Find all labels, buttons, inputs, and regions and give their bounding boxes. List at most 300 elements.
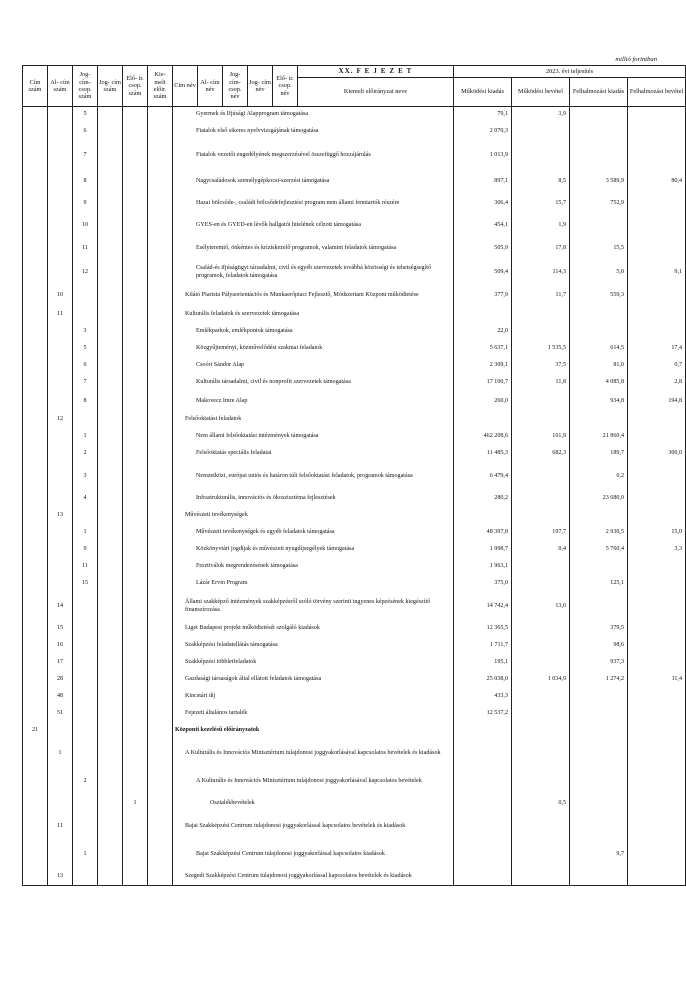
row-code-c0	[23, 796, 48, 813]
row-name: Hazai bölcsőde-, családi bölcsődefejlesztési program nem állami fenntartók részére	[173, 193, 454, 215]
row-value-fk	[570, 124, 628, 141]
row-code-c2: 9	[73, 542, 98, 559]
row-code-c4	[123, 141, 148, 171]
col-mukodesi-bevetel: Működési bevétel	[512, 78, 570, 107]
row-code-c5	[148, 215, 173, 237]
row-value-mk: 79,1	[454, 107, 512, 124]
row-code-c2	[73, 706, 98, 723]
row-code-c2: 12	[73, 261, 98, 285]
row-name: Központi kezelésű előirányzatok	[173, 723, 454, 740]
row-code-c3	[98, 261, 123, 285]
row-code-c4	[123, 768, 148, 796]
row-code-c2: 11	[73, 237, 98, 261]
row-code-c3	[98, 341, 123, 358]
row-code-c0	[23, 171, 48, 193]
row-code-c5	[148, 706, 173, 723]
row-value-mb	[512, 412, 570, 429]
row-value-fb	[628, 593, 686, 621]
row-code-c4	[123, 237, 148, 261]
row-value-mk: 11 485,3	[454, 446, 512, 463]
row-code-c0	[23, 429, 48, 446]
row-code-c1: 1	[48, 740, 73, 768]
row-code-c1	[48, 542, 73, 559]
row-code-c0	[23, 392, 48, 412]
row-code-c5	[148, 869, 173, 886]
row-code-c0	[23, 638, 48, 655]
row-code-c4	[123, 706, 148, 723]
row-value-mb	[512, 638, 570, 655]
row-code-c2	[73, 689, 98, 706]
row-code-c2	[73, 508, 98, 525]
row-code-c5	[148, 621, 173, 638]
row-code-c4	[123, 463, 148, 491]
row-code-c3	[98, 412, 123, 429]
row-code-c3	[98, 638, 123, 655]
table-row	[23, 672, 686, 689]
row-code-c5	[148, 559, 173, 576]
row-value-fb	[628, 768, 686, 796]
row-code-c5	[148, 576, 173, 593]
row-value-fb: 11,4	[628, 672, 686, 689]
row-code-c3	[98, 285, 123, 307]
row-code-c0	[23, 672, 48, 689]
row-value-mb: 37,5	[512, 358, 570, 375]
row-code-c3	[98, 171, 123, 193]
table-row	[23, 193, 686, 215]
row-value-fk: 15,5	[570, 237, 628, 261]
row-code-c5	[148, 107, 173, 124]
row-value-fb	[628, 141, 686, 171]
row-value-mk: 5 637,1	[454, 341, 512, 358]
table-row	[23, 576, 686, 593]
row-code-c5	[148, 796, 173, 813]
row-value-mb	[512, 813, 570, 841]
row-code-c2: 1	[73, 429, 98, 446]
table-row	[23, 655, 686, 672]
row-name: Fiatalok vezetői engedélyének megszerzésével összefüggő hozzájárulás	[173, 141, 454, 171]
row-value-fb	[628, 324, 686, 341]
row-code-c4	[123, 307, 148, 324]
row-code-c4	[123, 655, 148, 672]
row-value-fk: 1 274,2	[570, 672, 628, 689]
row-code-c4	[123, 672, 148, 689]
row-value-fk: 5,0	[570, 261, 628, 285]
row-code-c2: 10	[73, 215, 98, 237]
row-value-mk: 1 998,7	[454, 542, 512, 559]
row-code-c3	[98, 324, 123, 341]
row-value-mk: 1 963,1	[454, 559, 512, 576]
row-value-mb	[512, 508, 570, 525]
row-value-mk: 509,4	[454, 261, 512, 285]
row-name: Szakképzési többletfeladatok	[173, 655, 454, 672]
table-row	[23, 841, 686, 869]
row-code-c4	[123, 124, 148, 141]
row-code-c0	[23, 285, 48, 307]
row-value-mk: 6 479,4	[454, 463, 512, 491]
row-value-fk	[570, 141, 628, 171]
row-code-c2	[73, 672, 98, 689]
row-code-c0	[23, 324, 48, 341]
row-code-c1	[48, 215, 73, 237]
row-code-c4	[123, 576, 148, 593]
row-value-mk: 2 309,1	[454, 358, 512, 375]
table-row	[23, 324, 686, 341]
row-code-c2	[73, 285, 98, 307]
row-code-c5	[148, 638, 173, 655]
row-code-c1	[48, 237, 73, 261]
table-row	[23, 463, 686, 491]
row-code-c1	[48, 841, 73, 869]
row-code-c4: 1	[123, 796, 148, 813]
row-code-c1	[48, 392, 73, 412]
row-code-c2	[73, 723, 98, 740]
row-code-c1	[48, 261, 73, 285]
row-code-c0	[23, 261, 48, 285]
row-code-c5	[148, 508, 173, 525]
row-value-fb	[628, 307, 686, 324]
row-value-fk: 98,6	[570, 638, 628, 655]
row-name: Felsőoktatási feladatok	[173, 412, 454, 429]
row-code-c3	[98, 723, 123, 740]
row-code-c1: 12	[48, 412, 73, 429]
row-code-c0: 21	[23, 723, 48, 740]
table-row	[23, 141, 686, 171]
row-value-fb: 9,1	[628, 261, 686, 285]
row-code-c0	[23, 621, 48, 638]
row-code-c1	[48, 723, 73, 740]
row-value-mk: 1 711,7	[454, 638, 512, 655]
row-code-c0	[23, 412, 48, 429]
row-value-fk	[570, 215, 628, 237]
row-code-c4	[123, 621, 148, 638]
row-code-c2	[73, 869, 98, 886]
row-value-mk: 22,0	[454, 324, 512, 341]
row-value-mk: 2 070,3	[454, 124, 512, 141]
row-code-c4	[123, 107, 148, 124]
row-code-c0	[23, 706, 48, 723]
row-code-c0	[23, 542, 48, 559]
row-code-c1	[48, 193, 73, 215]
row-value-mb: 1 535,5	[512, 341, 570, 358]
row-value-fk: 81,0	[570, 358, 628, 375]
col-jogcimcsop-szam: Jog- cím- csop. szám	[73, 66, 98, 107]
row-name: Infrastrukturális, innovációs és ökoszisztéma fejlesztések	[173, 491, 454, 508]
row-value-mk: 280,2	[454, 491, 512, 508]
row-code-c2: 2	[73, 768, 98, 796]
row-value-fb	[628, 491, 686, 508]
row-value-mk: 14 742,4	[454, 593, 512, 621]
row-code-c3	[98, 672, 123, 689]
row-code-c1	[48, 341, 73, 358]
row-code-c0	[23, 215, 48, 237]
row-code-c3	[98, 491, 123, 508]
row-code-c1: 15	[48, 621, 73, 638]
row-code-c3	[98, 813, 123, 841]
table-row	[23, 446, 686, 463]
row-code-c0	[23, 341, 48, 358]
table-row	[23, 215, 686, 237]
row-value-fk: 0,2	[570, 463, 628, 491]
row-code-c2: 5	[73, 341, 98, 358]
table-row	[23, 638, 686, 655]
row-value-fb	[628, 706, 686, 723]
row-code-c2: 5	[73, 107, 98, 124]
row-code-c5	[148, 841, 173, 869]
col-kiemelt-nev: Kiemelt előirányzat neve	[298, 78, 454, 107]
row-value-mb: 13,0	[512, 593, 570, 621]
row-code-c4	[123, 358, 148, 375]
col-cim-nev: Cím név	[173, 66, 198, 107]
row-name: Közgyűjteményi, közművelődési szakmai feladatok	[173, 341, 454, 358]
row-value-mk: 462 208,6	[454, 429, 512, 446]
row-name: A Kulturális és Innovációs Minisztérium tulajdonosi joggyakorlásával kapcsolatos bevételek és kiadások	[173, 740, 454, 768]
row-name: Fiatalok első sikeres nyelvvizsgájának támogatása	[173, 124, 454, 141]
row-value-fb	[628, 740, 686, 768]
row-value-mb: 197,7	[512, 525, 570, 542]
row-name: Kulturális feladatok és szervezetek támogatása	[173, 307, 454, 324]
row-code-c4	[123, 392, 148, 412]
row-code-c1: 16	[48, 638, 73, 655]
table-row	[23, 237, 686, 261]
row-code-c1: 51	[48, 706, 73, 723]
row-code-c0	[23, 813, 48, 841]
row-code-c5	[148, 429, 173, 446]
row-value-fb: 0,7	[628, 358, 686, 375]
row-code-c2: 3	[73, 463, 98, 491]
row-code-c1	[48, 107, 73, 124]
row-code-c2	[73, 740, 98, 768]
row-value-fb	[628, 412, 686, 429]
row-code-c2: 9	[73, 193, 98, 215]
row-value-mk	[454, 813, 512, 841]
col-kiemelt-eloir-szam: Kie- melt előir. szám	[148, 66, 173, 107]
row-value-fk: 189,7	[570, 446, 628, 463]
row-value-mb	[512, 491, 570, 508]
row-value-mb	[512, 621, 570, 638]
row-name: Művészeti tevékenységek	[173, 508, 454, 525]
row-value-mk: 260,0	[454, 392, 512, 412]
row-code-c4	[123, 375, 148, 392]
row-code-c4	[123, 841, 148, 869]
row-code-c3	[98, 576, 123, 593]
row-code-c4	[123, 593, 148, 621]
table-row	[23, 261, 686, 285]
row-code-c2: 1	[73, 525, 98, 542]
row-value-mb: 8,5	[512, 171, 570, 193]
row-code-c0	[23, 689, 48, 706]
row-value-mb	[512, 841, 570, 869]
table-row	[23, 796, 686, 813]
row-code-c5	[148, 813, 173, 841]
row-name: Szakképzési feladatellátás támogatása	[173, 638, 454, 655]
row-value-mb	[512, 689, 570, 706]
table-header	[23, 66, 686, 107]
table-row	[23, 689, 686, 706]
row-value-fb	[628, 285, 686, 307]
row-value-mk: 1 013,9	[454, 141, 512, 171]
row-value-mb: 11,8	[512, 375, 570, 392]
row-value-fb	[628, 796, 686, 813]
row-code-c2: 11	[73, 559, 98, 576]
row-code-c3	[98, 107, 123, 124]
row-value-mb: 3,9	[512, 107, 570, 124]
row-name: Felsőoktatás speciális feladatai	[173, 446, 454, 463]
row-value-mb	[512, 463, 570, 491]
row-value-fk	[570, 723, 628, 740]
row-name: Bajai Szakképzési Centrum tulajdonosi joggyakorlással kapcsolatos bevételek és kiadások	[173, 813, 454, 841]
col-eloir-csop-szam: Elő- ir. csop. szám	[123, 66, 148, 107]
row-code-c1: 48	[48, 689, 73, 706]
row-code-c5	[148, 655, 173, 672]
row-value-fk: 23 680,0	[570, 491, 628, 508]
row-code-c5	[148, 193, 173, 215]
table-row	[23, 593, 686, 621]
row-value-fb	[628, 621, 686, 638]
row-value-fk	[570, 324, 628, 341]
row-code-c1	[48, 576, 73, 593]
row-code-c5	[148, 689, 173, 706]
row-value-mk	[454, 723, 512, 740]
row-value-fb	[628, 869, 686, 886]
row-value-mk: 12 365,5	[454, 621, 512, 638]
row-value-mb	[512, 740, 570, 768]
row-value-mk: 433,3	[454, 689, 512, 706]
row-code-c1	[48, 358, 73, 375]
row-code-c4	[123, 412, 148, 429]
row-value-mk: 48 397,8	[454, 525, 512, 542]
table-row	[23, 621, 686, 638]
row-value-fk	[570, 813, 628, 841]
row-code-c5	[148, 542, 173, 559]
row-code-c4	[123, 689, 148, 706]
row-code-c2	[73, 412, 98, 429]
table-row	[23, 429, 686, 446]
row-code-c3	[98, 446, 123, 463]
row-code-c1: 17	[48, 655, 73, 672]
row-value-fb: 300,0	[628, 446, 686, 463]
table-row	[23, 542, 686, 559]
row-value-fb: 3,3	[628, 542, 686, 559]
row-code-c1	[48, 324, 73, 341]
row-value-fb	[628, 215, 686, 237]
row-value-mb	[512, 576, 570, 593]
row-code-c3	[98, 358, 123, 375]
row-value-fb	[628, 841, 686, 869]
row-value-fb	[628, 508, 686, 525]
row-code-c1	[48, 491, 73, 508]
row-value-mk	[454, 307, 512, 324]
row-code-c4	[123, 525, 148, 542]
table-row	[23, 869, 686, 886]
row-code-c3	[98, 655, 123, 672]
row-code-c4	[123, 215, 148, 237]
row-name: Nem állami felsőoktatási intézmények támogatása	[173, 429, 454, 446]
row-code-c3	[98, 124, 123, 141]
row-name: Esélyteremtő, önkéntes és kríziskezelő programok, valamint feladatok támogatása	[173, 237, 454, 261]
table-row	[23, 740, 686, 768]
row-name: Lázár Ervin Program	[173, 576, 454, 593]
row-code-c5	[148, 285, 173, 307]
row-code-c1	[48, 429, 73, 446]
row-code-c1	[48, 768, 73, 796]
row-value-fk	[570, 107, 628, 124]
row-name: Kilátó Piarista Pályaorientációs és Munkaerőpiaci Fejlesztő, Módszertani Központ működtetése	[173, 285, 454, 307]
table-row	[23, 358, 686, 375]
table-row	[23, 706, 686, 723]
row-code-c1: 14	[48, 593, 73, 621]
row-value-mk: 505,9	[454, 237, 512, 261]
row-code-c3	[98, 429, 123, 446]
row-code-c5	[148, 446, 173, 463]
row-code-c0	[23, 593, 48, 621]
row-code-c3	[98, 621, 123, 638]
row-code-c5	[148, 237, 173, 261]
row-code-c1	[48, 375, 73, 392]
row-code-c2	[73, 813, 98, 841]
row-code-c3	[98, 593, 123, 621]
row-code-c0	[23, 193, 48, 215]
row-code-c5	[148, 141, 173, 171]
row-value-mk: 375,0	[454, 576, 512, 593]
row-code-c4	[123, 491, 148, 508]
row-code-c4	[123, 341, 148, 358]
budget-table	[22, 65, 686, 886]
row-code-c0	[23, 107, 48, 124]
row-code-c0	[23, 841, 48, 869]
row-code-c3	[98, 542, 123, 559]
row-value-fk	[570, 307, 628, 324]
row-code-c3	[98, 525, 123, 542]
row-value-mb	[512, 124, 570, 141]
row-value-fb: 194,8	[628, 392, 686, 412]
row-name: Szegedi Szakképzési Centrum tulajdonosi joggyakorlással kapcsolatos bevételek és kiadások	[173, 869, 454, 886]
row-code-c5	[148, 261, 173, 285]
row-name: GYES-en és GYED-en lévők hallgatói hitelének célzott támogatása	[173, 215, 454, 237]
row-value-fk: 934,8	[570, 392, 628, 412]
row-code-c5	[148, 768, 173, 796]
row-value-fk	[570, 508, 628, 525]
row-code-c4	[123, 261, 148, 285]
row-code-c2: 3	[73, 324, 98, 341]
row-name: Kincstári díj	[173, 689, 454, 706]
row-value-fk: 379,5	[570, 621, 628, 638]
row-value-fk	[570, 869, 628, 886]
row-value-mk: 17 100,7	[454, 375, 512, 392]
row-value-fk: 125,1	[570, 576, 628, 593]
row-value-fb	[628, 429, 686, 446]
row-code-c0	[23, 307, 48, 324]
row-code-c0	[23, 124, 48, 141]
row-value-mb	[512, 768, 570, 796]
row-code-c4	[123, 508, 148, 525]
row-code-c4	[123, 813, 148, 841]
row-code-c5	[148, 491, 173, 508]
row-value-fb	[628, 237, 686, 261]
row-code-c1: 13	[48, 508, 73, 525]
row-name: Közkönyvtári jogdíjak és művészeti nyugdíjsegélyek támogatása	[173, 542, 454, 559]
row-value-fk	[570, 412, 628, 429]
row-value-fk	[570, 768, 628, 796]
col-jogcimcsop-nev: Jog- cím- csop. név	[223, 66, 248, 107]
row-code-c4	[123, 740, 148, 768]
table-row	[23, 813, 686, 841]
row-value-mk	[454, 740, 512, 768]
row-code-c3	[98, 193, 123, 215]
row-code-c0	[23, 559, 48, 576]
row-code-c2: 2	[73, 446, 98, 463]
row-code-c3	[98, 237, 123, 261]
row-code-c0	[23, 463, 48, 491]
